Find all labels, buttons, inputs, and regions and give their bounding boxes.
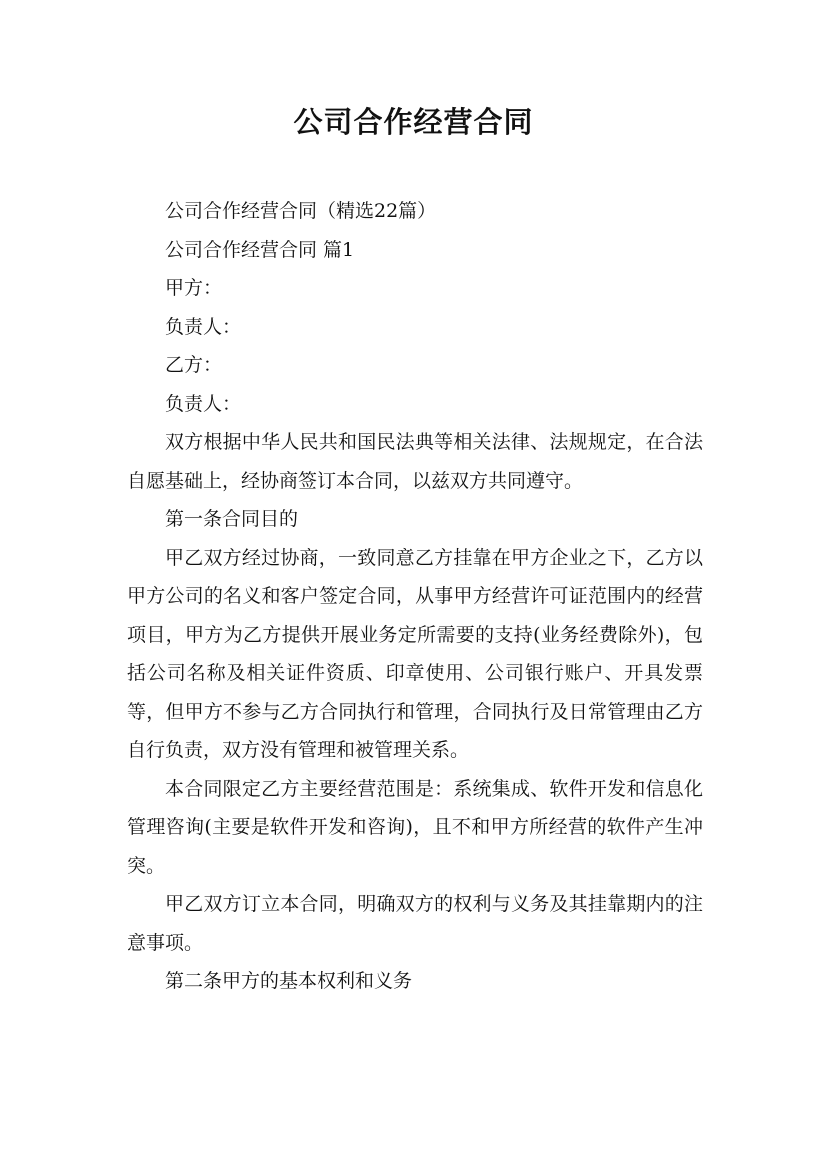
paragraph-party-b-representative: 负责人： (165, 392, 242, 415)
paragraph-preamble: 双方根据中华人民共和国民法典等相关法律、法规规定，在合法自愿基础上，经协商签订本合同，以兹双方共同遵守。 (127, 431, 703, 492)
paragraph-party-b: 乙方： (165, 354, 223, 376)
paragraph-business-scope: 本合同限定乙方主要经营范围是：系统集成、软件开发和信息化管理咨询(主要是软件开发和咨询)，且不和甲方所经营的软件产生冲突。 (127, 777, 703, 877)
paragraph-party-a-representative: 负责人： (165, 315, 242, 338)
paragraph-party-a: 甲方： (165, 277, 223, 299)
paragraph-article-1-heading: 第一条合同目的 (165, 508, 299, 530)
paragraph-article-1-body: 甲乙双方经过协商，一致同意乙方挂靠在甲方企业之下，乙方以甲方公司的名义和客户签定合同，从事甲方经营许可证范围内的经营项目，甲方为乙方提供开展业务定所需要的支持(业务经费除外)，包括公司名称及相关证件资质、印章使用、公司银行账户、开具发票等，但甲方不参与乙方合同执行和管理，合同执行及日常管理由乙方自行负责，双方没有管理和被管理关系。 (127, 546, 703, 761)
paragraph-purpose: 甲乙双方订立本合同，明确双方的权利与义务及其挂靠期内的注意事项。 (127, 893, 703, 954)
paragraph-article-2-heading: 第二条甲方的基本权利和义务 (165, 970, 413, 992)
paragraph-section-heading: 公司合作经营合同 篇1 (165, 238, 355, 261)
document-body (127, 192, 703, 1001)
document-title: 公司合作经营合同 (293, 105, 534, 139)
paragraph-subtitle: 公司合作经营合同（精选22篇） (165, 200, 437, 222)
